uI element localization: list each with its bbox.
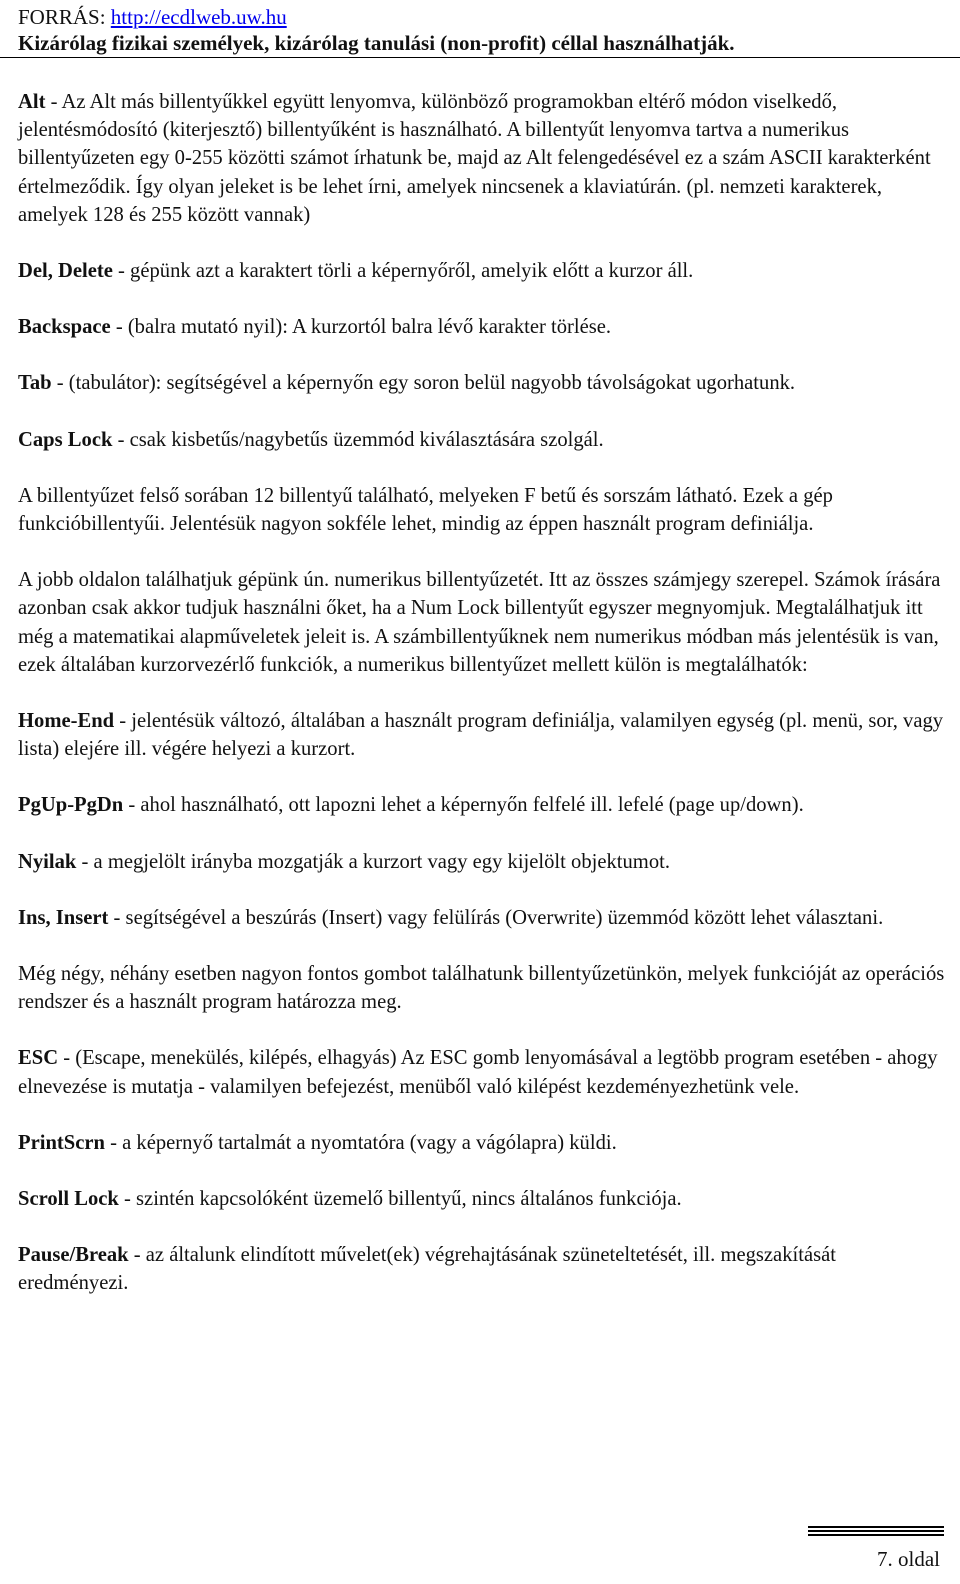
document-body	[18, 88, 948, 1326]
source-line	[18, 4, 948, 30]
paragraph-pgup-pgdn	[18, 791, 948, 819]
page-number: 7. oldal	[877, 1547, 940, 1571]
paragraph-home-end	[18, 707, 948, 763]
desc-home-end: - jelentésük változó, általában a használt program definiálja, valamilyen egység (pl. menü, sor, vagy lista) elejére ill. végére helyezi a kurzort.	[18, 710, 944, 761]
desc-numeric-keypad: A jobb oldalon találhatjuk gépünk ún. numerikus billentyűzetét. Itt az összes számjegy szerepel. Számok írására azonban csak akkor tudjuk használni őket, ha a Num Lock billentyűt egyszer megnyomjuk. Megtalálhatjuk itt még a matematikai alapműveletek jeleit is. A számbillentyűknek nem numerikus módban más jelentésük is van, ezek általában kurzorvezérlő funkciók, a numerikus billentyűzet mellett külön is megtalálhatók:	[18, 569, 941, 676]
desc-tab: - (tabulátor): segítségével a képernyőn egy soron belül nagyobb távolságokat ugorhatunk.	[51, 372, 796, 395]
desc-printscrn: - a képernyő tartalmát a nyomtatóra (vagy a vágólapra) küldi.	[104, 1131, 617, 1154]
footer-rule	[808, 1526, 944, 1528]
desc-capslock: - csak kisbetűs/nagybetűs üzemmód kiválasztására szolgál.	[112, 428, 604, 451]
footer-rule	[808, 1530, 944, 1532]
paragraph-printscrn	[18, 1129, 948, 1157]
desc-esc: - (Escape, menekülés, kilépés, elhagyás) Az ESC gomb lenyomásával a legtöbb program esetében - ahogy elnevezése is mutatja - valamilyen befejezést, menüből való kilépést kezdeményezhetünk vele.	[18, 1047, 938, 1098]
paragraph-pause-break	[18, 1241, 948, 1297]
desc-pgup-pgdn: - ahol használható, ott lapozni lehet a képernyőn felfelé ill. lefelé (page up/down).	[123, 794, 804, 817]
footer-rule-lines	[808, 1526, 944, 1538]
paragraph-numeric-keypad	[18, 566, 948, 679]
paragraph-scrolllock	[18, 1185, 948, 1213]
paragraph-backspace	[18, 313, 948, 341]
paragraph-del	[18, 257, 948, 285]
term-capslock: Caps Lock	[18, 428, 113, 451]
desc-pause-break: - az általunk elindított művelet(ek) végrehajtásának szüneteltetését, ill. megszakítását eredményezi.	[18, 1244, 836, 1295]
term-tab: Tab	[18, 372, 52, 395]
desc-del: - gépünk azt a karaktert törli a képernyőről, amelyik előtt a kurzor áll.	[112, 260, 694, 283]
page-header	[18, 4, 948, 56]
footer-rule	[808, 1534, 944, 1536]
desc-insert: - segítségével a beszúrás (Insert) vagy felülírás (Overwrite) üzemmód között lehet választani.	[108, 906, 884, 929]
desc-arrows: - a megjelölt irányba mozgatják a kurzort vagy egy kijelölt objektumot.	[76, 850, 670, 873]
desc-function-keys: A billentyűzet felső sorában 12 billentyű található, melyeken F betű és sorszám látható. Ezek a gép funkcióbillentyűi. Jelentésük nagyon sokféle lehet, mindig az éppen használt program definiálja.	[18, 484, 833, 536]
term-scrolllock: Scroll Lock	[18, 1188, 119, 1211]
term-backspace: Backspace	[18, 316, 111, 339]
desc-alt: - Az Alt más billentyűkkel együtt lenyomva, különböző programokban eltérő módon viselkedő, jelentésmódosító (kiterjesztő) billentyűként is használható. A billentyűt lenyomva tartva a numerikus billentyűzeten egy 0-255 közötti számot írhatunk be, majd az Alt felengedésével ez a szám ASCII karakterként értelmeződik. Így olyan jeleket is be lehet írni, amelyek nincsenek a klaviatúrán. (pl. nemzeti karakterek, amelyek 128 és 255 között vannak)	[18, 91, 931, 226]
term-pgup-pgdn: PgUp-PgDn	[18, 794, 124, 817]
source-label: FORRÁS:	[18, 5, 111, 29]
term-arrows: Nyilak	[18, 850, 77, 873]
header-divider	[0, 57, 960, 58]
paragraph-esc	[18, 1044, 948, 1100]
desc-backspace: - (balra mutató nyil): A kurzortól balra lévő karakter törlése.	[110, 316, 612, 339]
paragraph-arrows	[18, 848, 948, 876]
paragraph-function-keys	[18, 482, 948, 538]
paragraph-alt	[18, 88, 948, 229]
paragraph-four-keys	[18, 960, 948, 1016]
desc-four-keys: Még négy, néhány esetben nagyon fontos gombot találhatunk billentyűzetünkön, melyek funkcióját az operációs rendszer és a használt program határozza meg.	[18, 963, 945, 1014]
term-pause-break: Pause/Break	[18, 1244, 129, 1267]
desc-scrolllock: - szintén kapcsolóként üzemelő billentyű, nincs általános funkciója.	[118, 1188, 682, 1211]
term-esc: ESC	[18, 1047, 59, 1070]
usage-notice: Kizárólag fizikai személyek, kizárólag tanulási (non-profit) céllal használhatják.	[18, 31, 735, 55]
source-link[interactable]: http://ecdlweb.uw.hu	[110, 5, 287, 29]
paragraph-insert	[18, 904, 948, 932]
term-alt: Alt	[18, 91, 46, 113]
term-printscrn: PrintScrn	[18, 1131, 105, 1154]
paragraph-tab	[18, 369, 948, 397]
paragraph-capslock	[18, 426, 948, 454]
term-home-end: Home-End	[18, 710, 115, 733]
term-del: Del, Delete	[18, 260, 113, 283]
term-insert: Ins, Insert	[18, 906, 109, 929]
